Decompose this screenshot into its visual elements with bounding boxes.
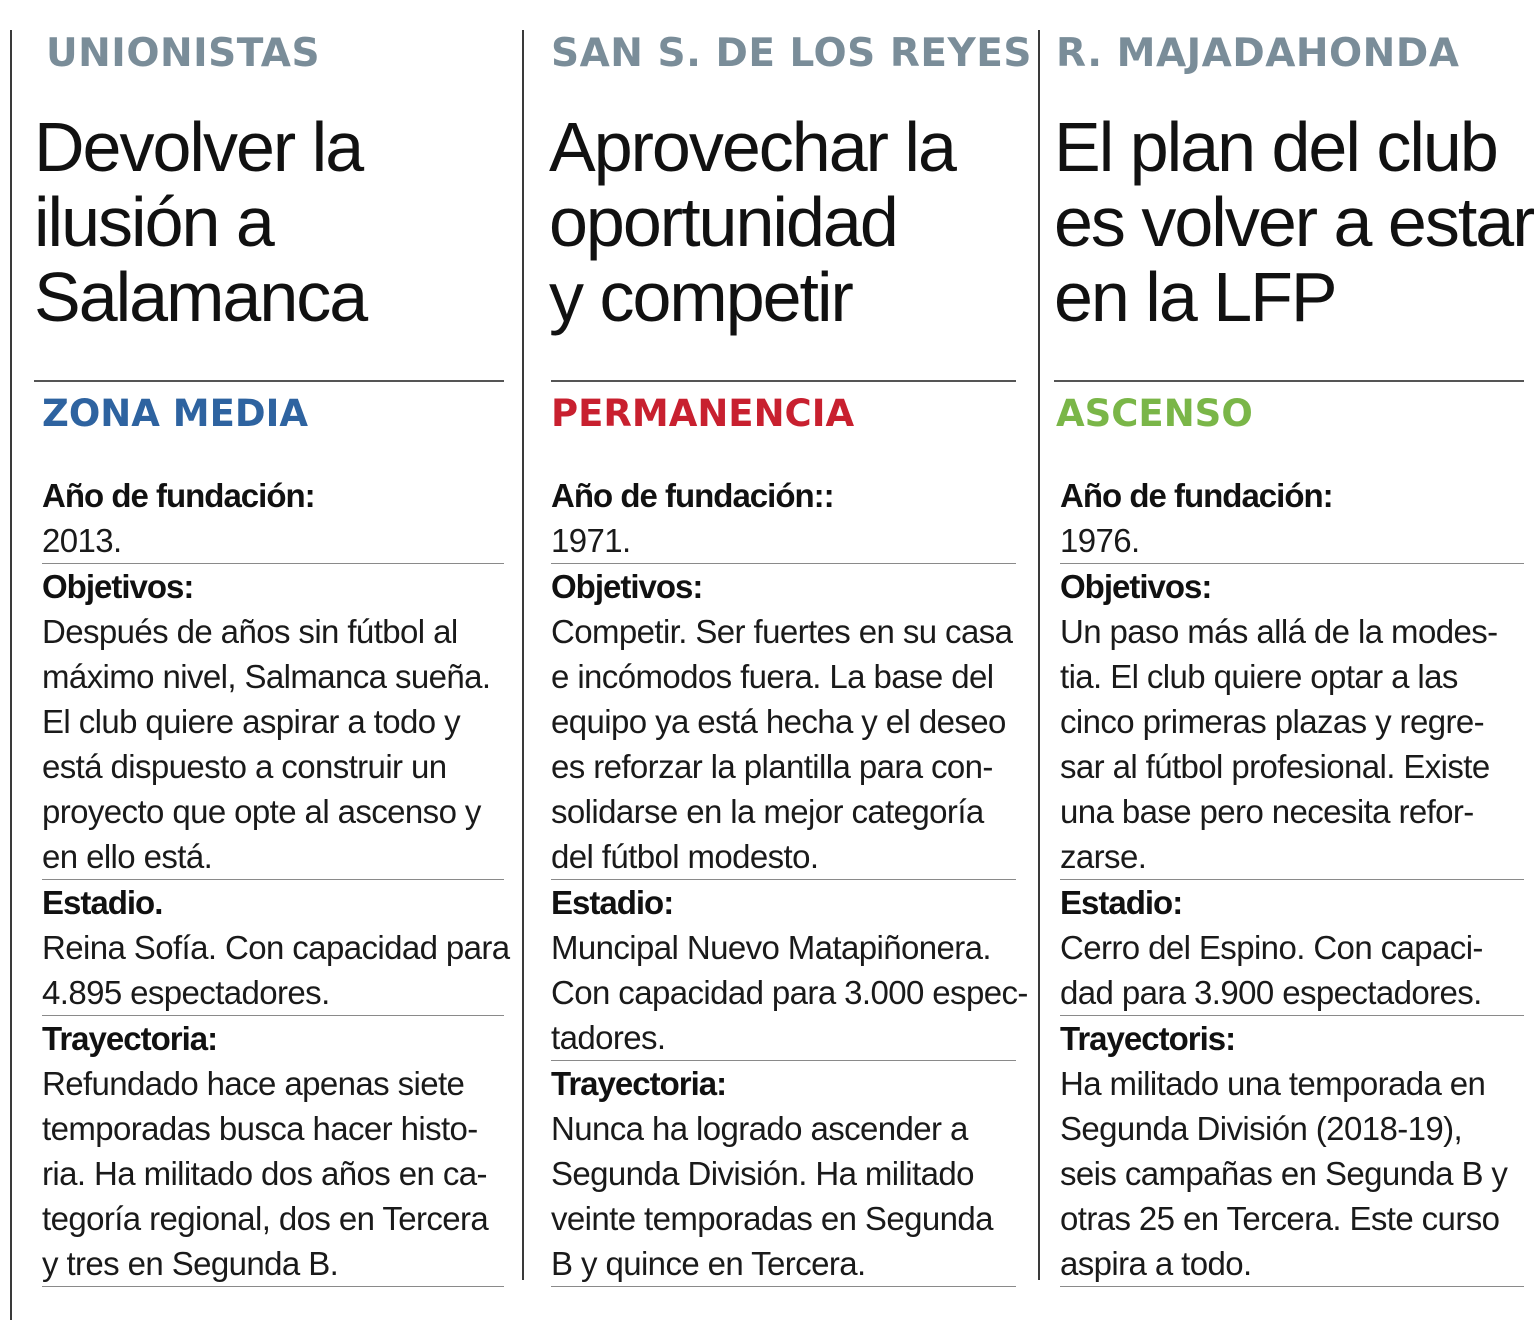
fact-history xyxy=(1060,1016,1524,1287)
fact-label: Objetivos: xyxy=(551,568,703,605)
club-name: SAN S. DE LOS REYES xyxy=(551,31,1032,76)
fact-text-line: cinco primeras plazas y regre- xyxy=(1060,703,1484,740)
fact-founded xyxy=(42,473,504,564)
fact-text-line: 1971. xyxy=(551,522,631,559)
fact-text-line: Refundado hace apenas siete xyxy=(42,1065,465,1102)
fact-objectives xyxy=(551,564,1016,880)
fact-label: Trayectoria: xyxy=(42,1020,218,1057)
fact-text-line: Competir. Ser fuertes en su casa xyxy=(551,613,1013,650)
fact-text-line: tia. El club quiere optar a las xyxy=(1060,658,1458,695)
fact-text-line: solidarse en la mejor categoría xyxy=(551,793,984,830)
fact-label: Objetivos: xyxy=(1060,568,1212,605)
fact-text-line: Ha militado una temporada en xyxy=(1060,1065,1486,1102)
fact-text-line: 1976. xyxy=(1060,522,1140,559)
headline-line: ilusión a xyxy=(34,183,273,261)
fact-label: Estadio: xyxy=(551,884,674,921)
fact-text-line: del fútbol modesto. xyxy=(551,838,819,875)
status-label: ASCENSO xyxy=(1056,392,1253,435)
fact-list xyxy=(1060,473,1524,1287)
fact-text-line: Cerro del Espino. Con capaci- xyxy=(1060,929,1483,966)
fact-text-line: e incómodos fuera. La base del xyxy=(551,658,994,695)
fact-label: Objetivos: xyxy=(42,568,194,605)
fact-text-line: Después de años sin fútbol al xyxy=(42,613,458,650)
fact-history xyxy=(42,1016,504,1287)
headline-line: y competir xyxy=(549,258,852,336)
fact-text-line: dad para 3.900 espectadores. xyxy=(1060,974,1482,1011)
fact-text-line: Nunca ha logrado ascender a xyxy=(551,1110,968,1147)
fact-text-line: tadores. xyxy=(551,1019,666,1056)
fact-text-line: 2013. xyxy=(42,522,122,559)
fact-text-line: equipo ya está hecha y el deseo xyxy=(551,703,1006,740)
club-name: R. MAJADAHONDA xyxy=(1056,31,1460,76)
fact-label: Trayectoris: xyxy=(1060,1020,1236,1057)
fact-objectives xyxy=(42,564,504,880)
fact-label: Año de fundación:: xyxy=(551,477,834,514)
fact-stadium xyxy=(42,880,510,1016)
fact-text-line: B y quince en Tercera. xyxy=(551,1245,866,1282)
headline-line: Salamanca xyxy=(34,258,367,336)
fact-text-line: y tres en Segunda B. xyxy=(42,1245,339,1282)
headline-line: Devolver la xyxy=(34,108,363,186)
status-label: PERMANENCIA xyxy=(551,392,855,435)
section-divider xyxy=(34,380,504,382)
fact-label: Trayectoria: xyxy=(551,1065,727,1102)
fact-text-line: Segunda División (2018-19), xyxy=(1060,1110,1463,1147)
headline-line: es volver a estar xyxy=(1054,183,1534,261)
fact-list xyxy=(551,473,1028,1287)
fact-founded xyxy=(1060,473,1524,564)
fact-text-line: sar al fútbol profesional. Existe xyxy=(1060,748,1490,785)
headline xyxy=(34,110,366,335)
fact-stadium xyxy=(1060,880,1524,1016)
status-label: ZONA MEDIA xyxy=(42,392,308,435)
headline-line: oportunidad xyxy=(549,183,897,261)
fact-text-line: máximo nivel, Salmanca sueña. xyxy=(42,658,491,695)
fact-text-line: Reina Sofía. Con capacidad para xyxy=(42,929,510,966)
fact-label: Año de fundación: xyxy=(1060,477,1333,514)
fact-text-line: 4.895 espectadores. xyxy=(42,974,330,1011)
column-divider-left xyxy=(10,30,12,1320)
fact-text-line: ria. Ha militado dos años en ca- xyxy=(42,1155,487,1192)
column-divider-right xyxy=(1038,30,1040,1280)
fact-text-line: otras 25 en Tercera. Este curso xyxy=(1060,1200,1500,1237)
headline-line: en la LFP xyxy=(1054,258,1336,336)
fact-text-line: zarse. xyxy=(1060,838,1147,875)
fact-text-line: es reforzar la plantilla para con- xyxy=(551,748,993,785)
club-name: UNIONISTAS xyxy=(46,31,321,76)
fact-text-line: Segunda División. Ha militado xyxy=(551,1155,974,1192)
fact-text-line: El club quiere aspirar a todo y xyxy=(42,703,460,740)
fact-label: Estadio: xyxy=(1060,884,1183,921)
fact-list xyxy=(42,473,510,1287)
fact-text-line: seis campañas en Segunda B y xyxy=(1060,1155,1508,1192)
fact-text-line: proyecto que opte al ascenso y xyxy=(42,793,481,830)
headline-line: El plan del club xyxy=(1054,108,1497,186)
fact-text-line: Muncipal Nuevo Matapiñonera. xyxy=(551,929,991,966)
fact-text-line: está dispuesto a construir un xyxy=(42,748,447,785)
column-divider-middle xyxy=(522,30,524,1280)
fact-history xyxy=(551,1061,1016,1287)
headline xyxy=(1054,110,1534,335)
fact-text-line: veinte temporadas en Segunda xyxy=(551,1200,993,1237)
fact-text-line: tegoría regional, dos en Tercera xyxy=(42,1200,489,1237)
fact-label: Año de fundación: xyxy=(42,477,315,514)
fact-text-line: Con capacidad para 3.000 espec- xyxy=(551,974,1028,1011)
fact-objectives xyxy=(1060,564,1524,880)
fact-text-line: en ello está. xyxy=(42,838,213,875)
fact-founded xyxy=(551,473,1016,564)
section-divider xyxy=(1054,380,1524,382)
fact-label: Estadio. xyxy=(42,884,163,921)
headline-line: Aprovechar la xyxy=(549,108,955,186)
fact-text-line: temporadas busca hacer histo- xyxy=(42,1110,478,1147)
headline xyxy=(549,110,955,335)
fact-text-line: aspira a todo. xyxy=(1060,1245,1252,1282)
fact-text-line: Un paso más allá de la modes- xyxy=(1060,613,1498,650)
fact-stadium xyxy=(551,880,1028,1061)
section-divider xyxy=(551,380,1016,382)
fact-text-line: una base pero necesita refor- xyxy=(1060,793,1474,830)
